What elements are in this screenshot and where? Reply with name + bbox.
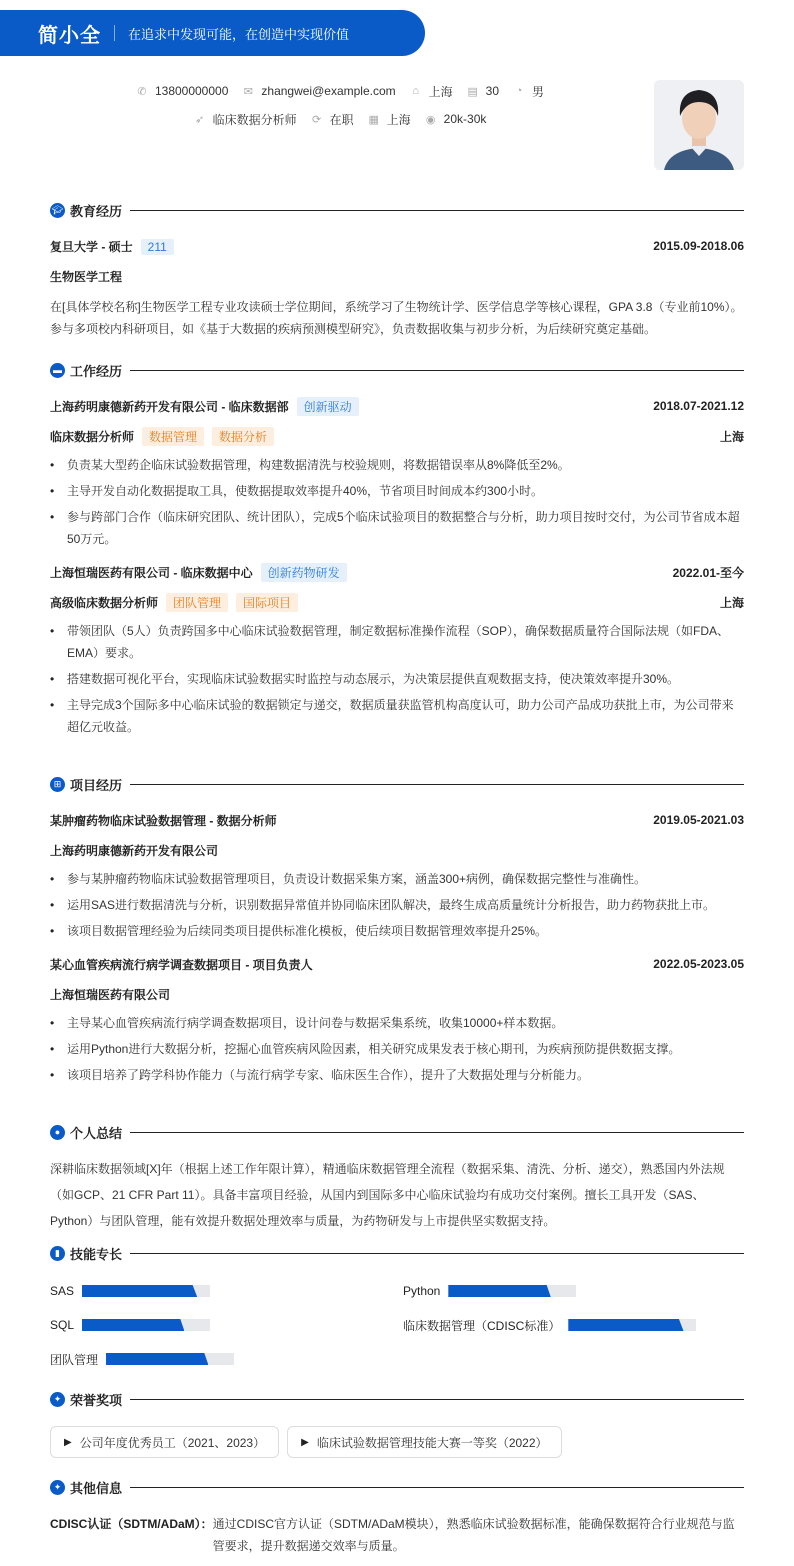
section-header: ● 个人总结	[50, 1122, 744, 1142]
info-salary: ◉ 20k-30k	[425, 112, 487, 126]
job-bullets	[50, 620, 744, 738]
education-section	[50, 200, 744, 340]
other-item	[50, 1513, 744, 1557]
info-target-city: ▦ 上海	[368, 112, 411, 127]
skill-cdisc: 临床数据管理（CDISC标准）	[403, 1318, 696, 1332]
summary-section	[50, 1122, 744, 1234]
job-item	[50, 562, 744, 738]
phone-icon: ✆	[137, 85, 147, 98]
school-degree: 复旦大学 - 硕士	[50, 239, 133, 254]
graduation-cap-icon: 🎓︎	[50, 203, 65, 218]
summary-text: 深耕临床数据领域[X]年（根据上述工作年限计算），精通临床数据管理全流程（数据采集、清洗、分析、递交），熟悉国内外法规（如GCP、21 CFR Part 11）。具备丰富项目经验，从国内到国际多中心临床试验均有成功交付案例。擅长工具开发（SAS、Python）与团队管理，能有效提升数据处理效率与质量，为药物研发与上市提供坚实数据支持。	[50, 1162, 725, 1228]
project-name: 某心血管疾病流行病学调查数据项目 - 项目负责人	[50, 957, 313, 972]
skill-python: Python	[403, 1284, 576, 1298]
send-icon: ➶	[195, 113, 205, 126]
divider	[114, 25, 115, 41]
info-email[interactable]: ✉ zhangwei@example.com	[243, 84, 396, 98]
major: 生物医学工程	[50, 269, 123, 284]
section-divider	[130, 1399, 744, 1400]
briefcase-icon: ▬	[50, 363, 65, 378]
info-status: ⟳ 在职	[312, 112, 354, 127]
award-item: ▶ 公司年度优秀员工（2021、2023）	[50, 1426, 279, 1458]
info-icon: ✦	[50, 1480, 65, 1495]
major-row	[50, 266, 744, 286]
skill-bar-fill	[106, 1353, 208, 1365]
section-header: ✦ 其他信息	[50, 1477, 744, 1497]
section-header: 🎓︎ 教育经历	[50, 200, 744, 220]
list-item: • 主导完成3个国际多中心临床试验的数据锁定与递交，数据质量获监管机构高度认可，助力公司产品成功获批上市，为公司带来超亿元收益。	[50, 694, 744, 738]
skill-bar	[82, 1285, 210, 1297]
header-banner	[0, 10, 425, 56]
award-item: ▶ 临床试验数据管理技能大赛一等奖（2022）	[287, 1426, 561, 1458]
age-icon: ▤	[467, 85, 478, 98]
section-divider	[130, 1253, 744, 1254]
gender-icon: ◔	[515, 85, 523, 97]
triangle-right-icon: ▶	[301, 1436, 309, 1448]
list-item: • 主导开发自动化数据提取工具，使数据提取效率提升40%，节省项目时间成本约300小时。	[50, 480, 744, 502]
section-divider	[130, 1487, 744, 1488]
salary-icon: ◉	[425, 113, 436, 126]
list-item: • 该项目培养了跨学科协作能力（与流行病学专家、临床医生合作），提升了大数据处理与分析能力。	[50, 1064, 744, 1086]
company-tag: 创新驱动	[297, 397, 359, 416]
company-tag: 创新药物研发	[261, 563, 347, 582]
job-city: 上海	[719, 595, 744, 610]
list-item: • 运用Python进行大数据分析，挖掘心血管疾病风险因素，相关研究成果发表于核心期刊，为疾病预防提供数据支撑。	[50, 1038, 744, 1060]
info-gender: ◔ 男	[513, 83, 544, 100]
skill-bar	[106, 1353, 234, 1365]
education-description: 在[具体学校名称]生物医学工程专业攻读硕士学位期间，系统学习了生物统计学、医学信息学等核心课程，GPA 3.8（专业前10%）。参与多项校内科研项目，如《基于大数据的疾病预测模型研究》，负责数据收集与初步分析，为后续研究奠定基础。	[50, 300, 743, 336]
list-item: • 参与某肿瘤药物临床试验数据管理项目，负责设计数据采集方案，涵盖300+病例，确保数据完整性与准确性。	[50, 868, 744, 890]
awards-section	[50, 1389, 744, 1458]
skill-sas: SAS	[50, 1284, 210, 1298]
job-date: 2022.01-至今	[672, 565, 744, 580]
project-item	[50, 810, 744, 942]
info-row-1	[0, 80, 680, 102]
skill-bar	[82, 1319, 210, 1331]
list-item: • 运用SAS进行数据清洗与分析，识别数据异常值并协同临床团队解决，最终生成高质量统计分析报告，助力药物获批上市。	[50, 894, 744, 916]
other-key: CDISC认证（SDTM/ADaM）：	[50, 1517, 213, 1531]
job-role: 高级临床数据分析师	[50, 595, 159, 610]
candidate-name: 简小全	[38, 24, 101, 47]
status-icon: ⟳	[312, 113, 322, 126]
info-row-2	[0, 108, 680, 130]
skill-bar-fill	[82, 1285, 197, 1297]
job-city: 上海	[719, 429, 744, 444]
section-header: ▮ 技能专长	[50, 1243, 744, 1263]
list-item: • 带领团队（5人）负责跨国多中心临床试验数据管理，制定数据标准操作流程（SOP），确保数据质量符合国际法规（如FDA、EMA）要求。	[50, 620, 744, 664]
company: 上海恒瑞医药有限公司 - 临床数据中心	[50, 565, 253, 580]
section-header: ⊞ 项目经历	[50, 774, 744, 794]
skills-list	[50, 1284, 744, 1384]
project-date: 2022.05-2023.05	[653, 957, 744, 971]
projects-section	[50, 774, 744, 1090]
project-bullets	[50, 868, 744, 942]
user-icon: ●	[50, 1125, 65, 1140]
skill-bar-fill	[82, 1319, 184, 1331]
section-header: ▬ 工作经历	[50, 360, 744, 380]
grid-icon: ⊞	[50, 777, 65, 792]
job-bullets	[50, 454, 744, 550]
info-position: ➶ 临床数据分析师	[195, 112, 297, 127]
section-divider	[130, 370, 744, 371]
role-tag: 国际项目	[236, 593, 298, 612]
job-item	[50, 396, 744, 550]
home-icon: ⌂	[412, 85, 419, 97]
info-location: ⌂ 上海	[410, 83, 453, 100]
avatar	[654, 80, 744, 170]
project-date: 2019.05-2021.03	[653, 813, 744, 827]
company: 上海药明康德新药开发有限公司 - 临床数据部	[50, 399, 289, 414]
skill-bar-fill	[568, 1319, 683, 1331]
avatar-portrait-icon	[654, 80, 744, 170]
list-item: • 该项目数据管理经验为后续同类项目提供标准化模板，使后续项目数据管理效率提升25%。	[50, 920, 744, 942]
section-divider	[130, 1132, 744, 1133]
school-tag: 211	[141, 239, 174, 255]
job-role: 临床数据分析师	[50, 429, 135, 444]
info-age: ▤ 30	[467, 84, 500, 98]
role-tag: 数据管理	[142, 427, 204, 446]
section-divider	[130, 784, 744, 785]
other-value: 通过CDISC官方认证（SDTM/ADaM模块），熟悉临床试验数据标准，能确保数据符合行业规范与监管要求，提升数据递交效率与质量。	[212, 1517, 735, 1553]
section-header: ✦ 荣誉奖项	[50, 1389, 744, 1409]
job-date: 2018.07-2021.12	[653, 399, 744, 413]
list-item: • 参与跨部门合作（临床研究团队、统计团队），完成5个临床试验项目的数据整合与分析，助力项目按时交付，为公司节省成本超50万元。	[50, 506, 744, 550]
education-row	[50, 236, 744, 256]
role-tag: 数据分析	[212, 427, 274, 446]
education-date: 2015.09-2018.06	[653, 239, 744, 253]
skills-section	[50, 1243, 744, 1384]
triangle-right-icon: ▶	[64, 1436, 72, 1448]
other-section	[50, 1477, 744, 1557]
project-org: 上海药明康德新药开发有限公司	[50, 843, 219, 858]
project-name: 某肿瘤药物临床试验数据管理 - 数据分析师	[50, 813, 277, 828]
work-section	[50, 360, 744, 742]
building-icon: ▦	[368, 113, 379, 126]
skill-sql: SQL	[50, 1318, 210, 1332]
section-divider	[130, 210, 744, 211]
project-bullets	[50, 1012, 744, 1086]
project-org: 上海恒瑞医药有限公司	[50, 987, 171, 1002]
project-item	[50, 954, 744, 1086]
award-icon: ✦	[50, 1392, 65, 1407]
contact-info	[0, 80, 680, 136]
skill-bar	[568, 1319, 696, 1331]
role-tag: 团队管理	[166, 593, 228, 612]
info-phone: ✆ 13800000000	[137, 84, 229, 98]
skill-bar	[448, 1285, 576, 1297]
skill-bar-fill	[448, 1285, 550, 1297]
awards-list	[50, 1426, 744, 1458]
motto: 在追求中发现可能，在创造中实现价值	[128, 26, 350, 42]
mail-icon: ✉	[243, 85, 253, 98]
list-item: • 主导某心血管疾病流行病学调查数据项目，设计问卷与数据采集系统，收集10000+样本数据。	[50, 1012, 744, 1034]
skill-team-management: 团队管理	[50, 1352, 234, 1366]
bar-chart-icon: ▮	[50, 1246, 65, 1261]
list-item: • 负责某大型药企临床试验数据管理，构建数据清洗与校验规则，将数据错误率从8%降低至2%。	[50, 454, 744, 476]
list-item: • 搭建数据可视化平台，实现临床试验数据实时监控与动态展示，为决策层提供直观数据支持，使决策效率提升30%。	[50, 668, 744, 690]
